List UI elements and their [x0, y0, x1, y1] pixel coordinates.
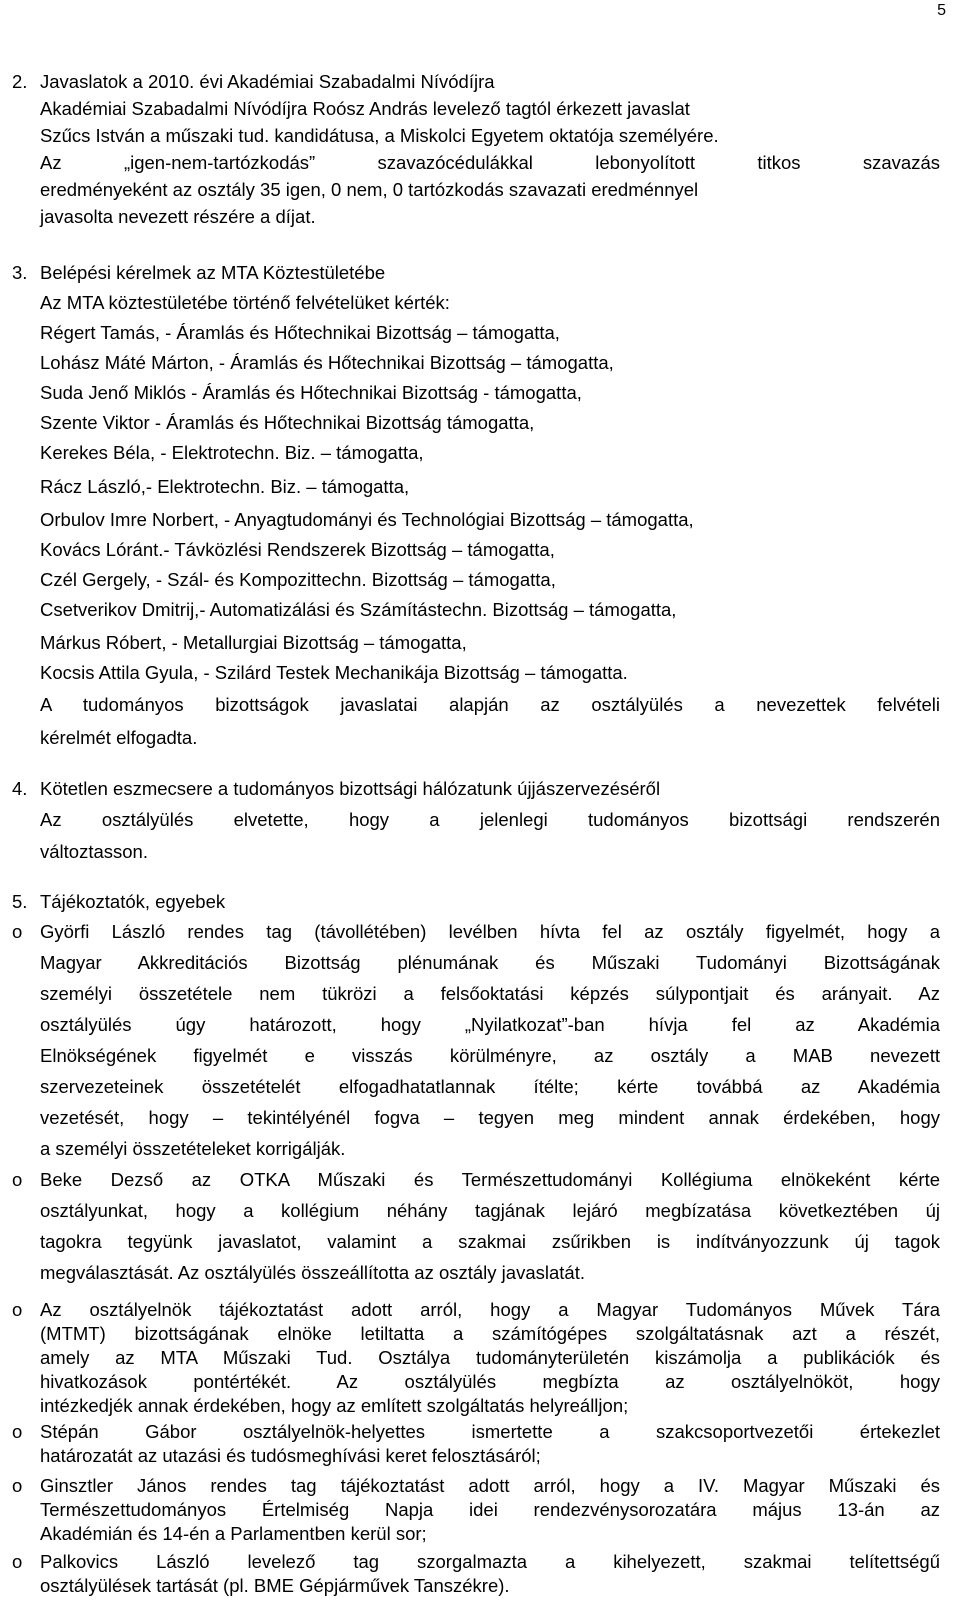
info-item-text: amely az MTA Műszaki Tud. Osztálya tudományterületén kiszámolja a publikációk és [40, 1347, 940, 1368]
applicant-line: Rácz László,- Elektrotechn. Biz. – támogatta, [40, 476, 410, 497]
applicant-line: Lohász Máté Márton, - Áramlás és Hőtechnikai Bizottság – támogatta, [40, 352, 614, 373]
section-2-text: Az „igen-nem-tartózkodás” szavazócédulákkal lebonyolított titkos szavazás [40, 152, 940, 173]
page-number: 5 [937, 2, 946, 19]
info-item-text: szervezeteinek összetételét elfogadhatatlannak ítélte; kérte továbbá az Akadémia [40, 1076, 940, 1097]
info-item-text: megválasztását. Az osztályülés összeállította az osztály javaslatát. [40, 1262, 585, 1283]
info-item-text: vezetését, hogy – tekintélyénél fogva – tegyen meg mindent annak érdekében, hogy [40, 1107, 940, 1128]
applicant-line: Suda Jenő Miklós - Áramlás és Hőtechnikai Bizottság - támogatta, [40, 382, 582, 403]
section-2-heading: Javaslatok a 2010. évi Akadémiai Szabadalmi Nívódíjra [40, 71, 495, 92]
applicant-line: Régert Tamás, - Áramlás és Hőtechnikai Bizottság – támogatta, [40, 322, 560, 343]
applicant-line: Czél Gergely, - Szál- és Kompozittechn. Bizottság – támogatta, [40, 569, 556, 590]
info-item-text: Magyar Akkreditációs Bizottság plénumának és Műszaki Tudományi Bizottságának [40, 952, 940, 973]
info-item-text: személyi összetétele nem tükrözi a felsőoktatási képzés súlypontjait és arányait. Az [40, 983, 940, 1004]
section-4-text: változtasson. [40, 841, 148, 862]
applicant-line: Kovács Lóránt.- Távközlési Rendszerek Bizottság – támogatta, [40, 539, 555, 560]
info-item-text: Ginsztler János rendes tag tájékoztatást adott arról, hogy a IV. Magyar Műszaki és [40, 1475, 940, 1496]
section-5-heading: Tájékoztatók, egyebek [40, 891, 226, 912]
section-4-number: 4. [12, 778, 28, 799]
info-item-text: Beke Dezső az OTKA Műszaki és Természettudományi Kollégiuma elnökeként kérte [40, 1169, 940, 1190]
bullet-marker: o [12, 1299, 23, 1320]
info-item-text: Palkovics László levelező tag szorgalmazta a kihelyezett, szakmai telítettségű [40, 1551, 940, 1572]
section-4-text: Az osztályülés elvetette, hogy a jelenlegi tudományos bizottsági rendszerén [40, 809, 940, 830]
info-item-text: Természettudományos Értelmiség Napja idei rendezvénysorozatára május 13-án az [40, 1499, 940, 1520]
info-item-text: Az osztályelnök tájékoztatást adott arról, hogy a Magyar Tudományos Művek Tára [40, 1299, 940, 1320]
info-item-text: a személyi összetételeket korrigálják. [40, 1138, 346, 1159]
info-item-text: Elnökségének figyelmét e visszás körülményre, az osztály a MAB nevezett [40, 1045, 940, 1066]
section-2-text: Szűcs István a műszaki tud. kandidátusa, a Miskolci Egyetem oktatója személyére. [40, 125, 719, 146]
applicant-line: Kocsis Attila Gyula, - Szilárd Testek Mechanikája Bizottság – támogatta. [40, 662, 628, 683]
info-item-text: (MTMT) bizottságának elnöke letiltatta a számítógépes szolgáltatásnak azt a részét, [40, 1323, 940, 1344]
applicant-line: Szente Viktor - Áramlás és Hőtechnikai Bizottság támogatta, [40, 412, 535, 433]
info-item-text: osztályunkat, hogy a kollégium néhány tagjának lejáró megbízatása következtében új [40, 1200, 940, 1221]
bullet-marker: o [12, 1169, 23, 1190]
info-item-text: osztályülés úgy határozott, hogy „Nyilatkozat”-ban hívja fel az Akadémia [40, 1014, 940, 1035]
info-item-text: Akadémián és 14-én a Parlamentben kerül sor; [40, 1523, 427, 1544]
info-item-text: tagokra tegyünk javaslatot, valamint a szakmai zsűrikben is indítványozzunk új tagok [40, 1231, 940, 1252]
section-5-number: 5. [12, 891, 28, 912]
info-item-text: osztályülések tartását (pl. BME Gépjárművek Tanszékre). [40, 1575, 510, 1596]
section-2-text: eredményeként az osztály 35 igen, 0 nem, 0 tartózkodás szavazati eredménnyel [40, 179, 699, 200]
section-2-text: javasolta nevezett részére a díjat. [40, 206, 316, 227]
section-3-heading: Belépési kérelmek az MTA Köztestületébe [40, 262, 386, 283]
bullet-marker: o [12, 1421, 23, 1442]
bullet-marker: o [12, 1475, 23, 1496]
info-item-text: intézkedjék annak érdekében, hogy az említett szolgáltatás helyreálljon; [40, 1395, 629, 1416]
section-3-text: kérelmét elfogadta. [40, 727, 198, 748]
info-item-text: hivatkozások pontértékét. Az osztályülés megbízta az osztályelnököt, hogy [40, 1371, 940, 1392]
section-3-number: 3. [12, 262, 28, 283]
applicant-line: Márkus Róbert, - Metallurgiai Bizottság – támogatta, [40, 632, 467, 653]
applicant-line: Csetverikov Dmitrij,- Automatizálási és Számítástechn. Bizottság – támogatta, [40, 599, 677, 620]
applicant-line: Kerekes Béla, - Elektrotechn. Biz. – támogatta, [40, 442, 424, 463]
section-2-text: Akadémiai Szabadalmi Nívódíjra Roósz András levelező tagtól érkezett javaslat [40, 98, 690, 119]
applicant-line: Orbulov Imre Norbert, - Anyagtudományi és Technológiai Bizottság – támogatta, [40, 509, 694, 530]
info-item-text: Györfi László rendes tag (távollétében) levélben hívta fel az osztály figyelmét, hogy a [40, 921, 940, 942]
section-4-heading: Kötetlen eszmecsere a tudományos bizottsági hálózatunk újjászervezéséről [40, 778, 661, 799]
info-item-text: határozatát az utazási és tudósmeghívási keret felosztásáról; [40, 1445, 541, 1466]
bullet-marker: o [12, 921, 23, 942]
section-2-number: 2. [12, 71, 28, 92]
bullet-marker: o [12, 1551, 23, 1572]
section-3-text: A tudományos bizottságok javaslatai alapján az osztályülés a nevezettek felvételi [40, 694, 940, 715]
section-3-text: Az MTA köztestületébe történő felvételüket kérték: [40, 292, 450, 313]
info-item-text: Stépán Gábor osztályelnök-helyettes ismertette a szakcsoportvezetői értekezlet [40, 1421, 940, 1442]
